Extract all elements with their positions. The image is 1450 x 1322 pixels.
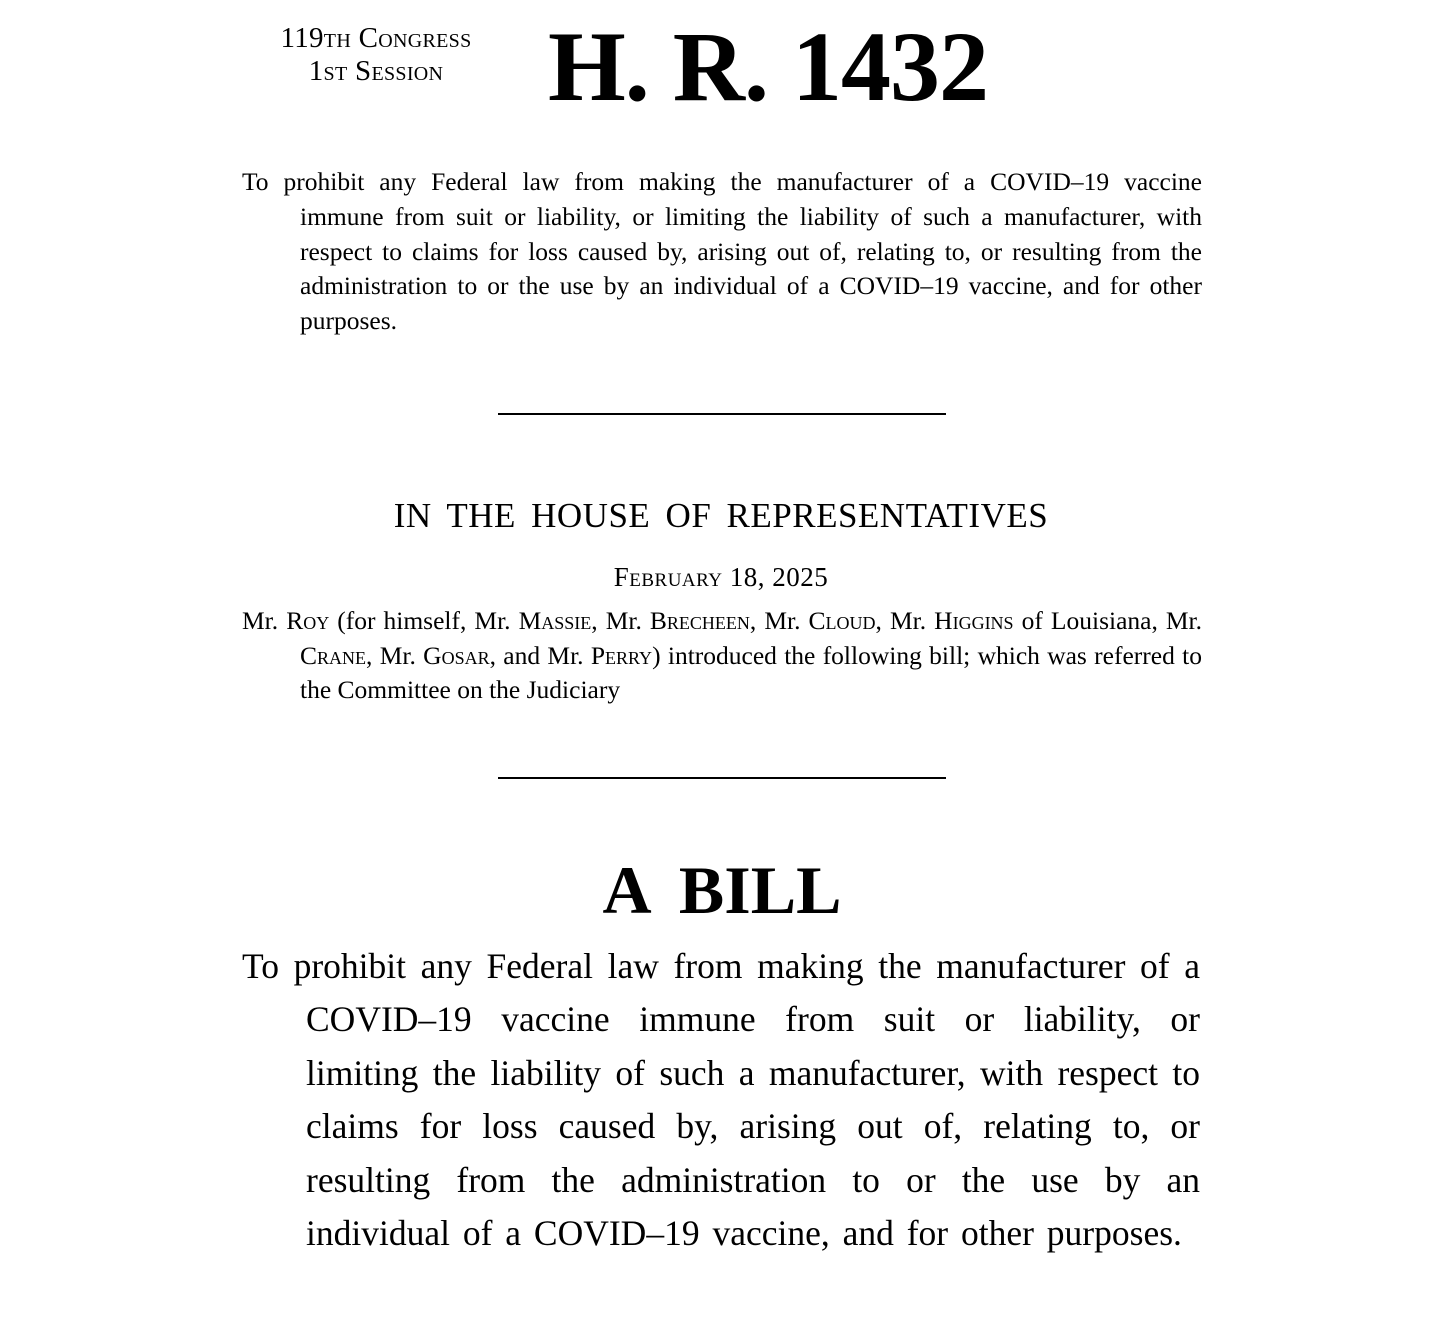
sponsor-name: Higgins (934, 606, 1014, 635)
bill-number: H. R. 1432 (548, 11, 988, 122)
congress-number: 119th Congress (280, 22, 472, 54)
introduction-date: February 18, 2025 (613, 562, 829, 592)
sponsor-text: , Mr. (591, 606, 650, 635)
sponsor-text: , Mr. (366, 640, 424, 670)
sponsor-name: Massie (518, 606, 592, 635)
sponsor-name: Crane (300, 640, 367, 670)
official-title: To prohibit any Federal law from making the manufacturer of a COVID–19 vaccine immune from suit or liability, or limiting the liability of such a manufacturer, with respect to claims for loss caused by, arising out of, relating to, or resulting from the administration to or the use by an individual of a COVID–19 vaccine, and for other purposes. (242, 167, 1202, 336)
bill-heading: A BILL (602, 852, 842, 928)
divider-rule (498, 777, 946, 779)
sponsor-text: , Mr. (749, 606, 809, 635)
session-number: 1st Session (308, 55, 444, 87)
sponsor-name: Perry (590, 640, 653, 670)
sponsor-text: (for himself, Mr. (329, 606, 519, 635)
long-title: To prohibit any Federal law from making the manufacturer of a COVID–19 vaccine immune from suit or liability, or limiting the liability of such a manufacturer, with respect to claims for loss caused by, arising out of, relating to, or resulting from the administration to or the use by an individual of a COVID–19 vaccine, and for other purposes. (242, 946, 1200, 1254)
divider-rule (498, 413, 946, 415)
sponsors-paragraph (242, 604, 1202, 708)
sponsor-text: Mr. (242, 606, 287, 635)
sponsor-name: Brecheen (649, 606, 750, 635)
congress-session-block (236, 22, 516, 88)
sponsor-text: , Mr. (875, 606, 935, 635)
sponsor-name: Roy (286, 606, 330, 635)
sponsor-text: ) introduced the following bill; which was referred to the Committee on the Judiciary (300, 640, 1202, 705)
sponsor-name: Gosar (423, 640, 490, 670)
chamber-heading: IN THE HOUSE OF REPRESENTATIVES (393, 496, 1049, 535)
sponsor-text: of Louisiana, Mr. (1013, 606, 1203, 635)
sponsor-text: , and Mr. (489, 640, 591, 670)
sponsor-name: Cloud (808, 606, 876, 635)
